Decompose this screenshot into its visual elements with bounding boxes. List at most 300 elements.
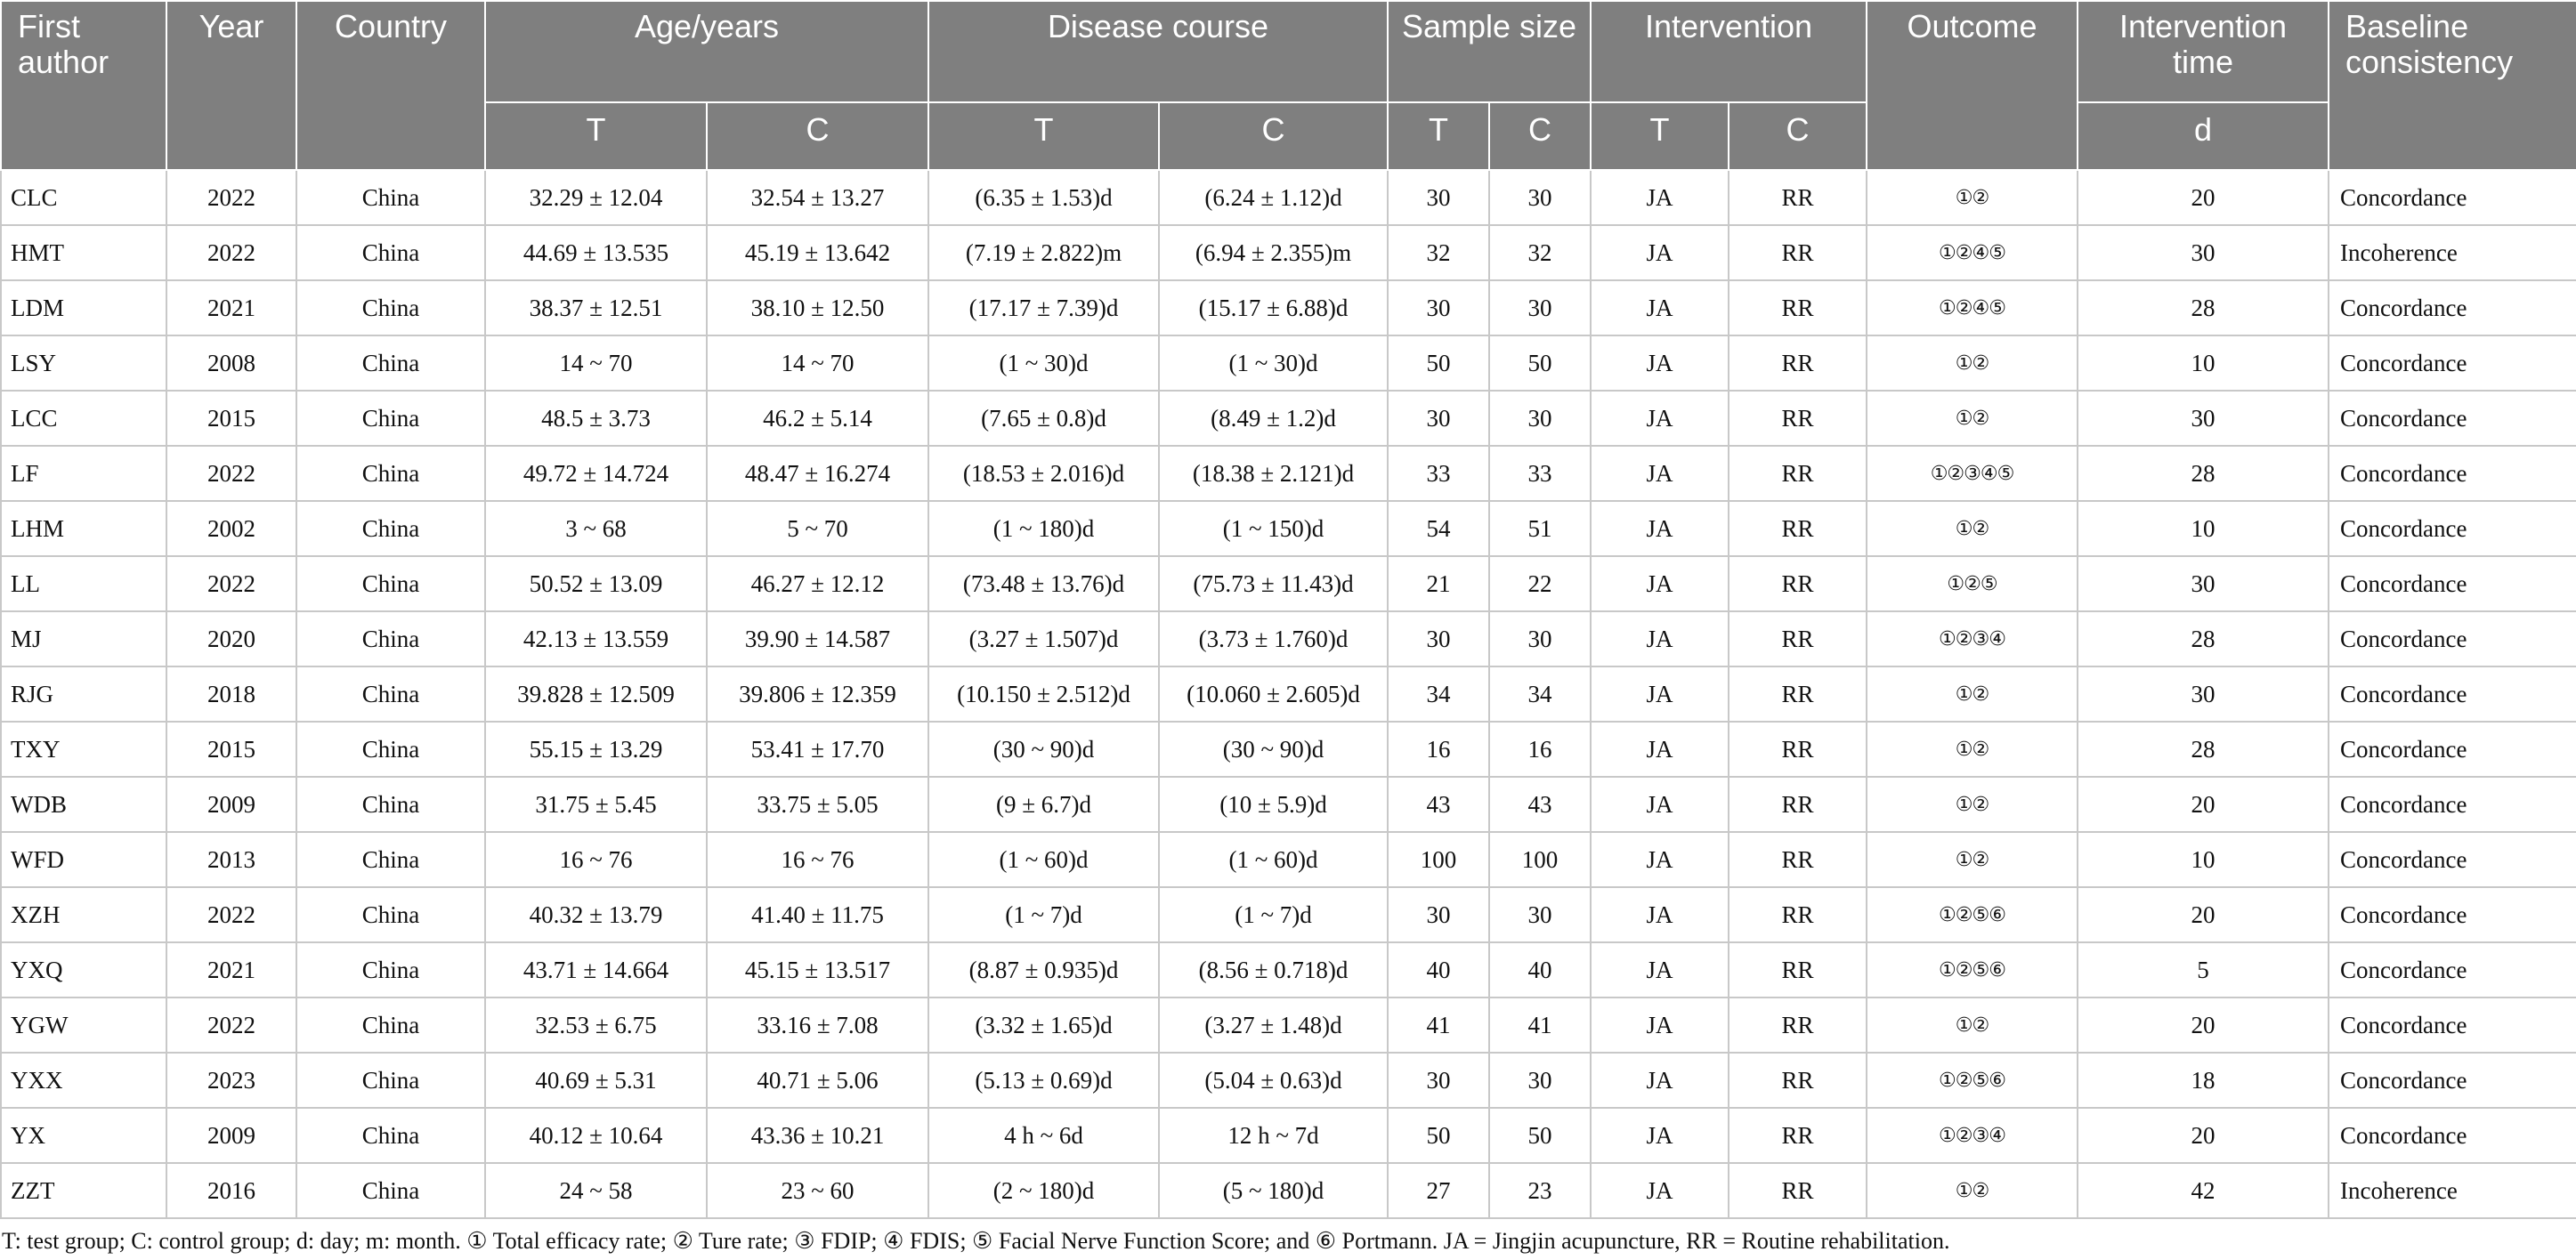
- header-year: Year: [166, 1, 296, 170]
- baseline-consistency-cell: Concordance: [2329, 1108, 2576, 1163]
- outcome-cell: ①②③④: [1867, 611, 2078, 666]
- header-outcome: Outcome: [1867, 1, 2078, 170]
- table-row: [1, 170, 2576, 225]
- country-cell: China: [296, 832, 485, 887]
- baseline-consistency-cell: Concordance: [2329, 887, 2576, 942]
- course-t-cell: (3.32 ± 1.65)d: [928, 998, 1159, 1053]
- table-row: [1, 335, 2576, 391]
- age-t-cell: 44.69 ± 13.535: [485, 225, 707, 280]
- table-row: [1, 556, 2576, 611]
- first-author-cell: LHM: [1, 501, 166, 556]
- header-baseline-consistency: Baseline consistency: [2329, 1, 2576, 170]
- first-author-cell: LCC: [1, 391, 166, 446]
- course-c-cell: (1 ~ 150)d: [1159, 501, 1388, 556]
- intervention-t-cell: JA: [1591, 446, 1729, 501]
- sample-c-cell: 33: [1489, 446, 1591, 501]
- table-row: [1, 225, 2576, 280]
- age-c-cell: 33.16 ± 7.08: [707, 998, 928, 1053]
- first-author-cell: RJG: [1, 666, 166, 722]
- intervention-c-cell: RR: [1729, 556, 1867, 611]
- sample-t-cell: 27: [1388, 1163, 1489, 1218]
- header-course-t: T: [928, 102, 1159, 170]
- sample-c-cell: 30: [1489, 611, 1591, 666]
- intervention-c-cell: RR: [1729, 942, 1867, 998]
- year-cell: 2022: [166, 225, 296, 280]
- year-cell: 2022: [166, 556, 296, 611]
- intervention-time-cell: 18: [2078, 1053, 2329, 1108]
- sample-t-cell: 43: [1388, 777, 1489, 832]
- age-c-cell: 38.10 ± 12.50: [707, 280, 928, 335]
- baseline-consistency-cell: Concordance: [2329, 556, 2576, 611]
- outcome-cell: ①②: [1867, 998, 2078, 1053]
- course-c-cell: (5.04 ± 0.63)d: [1159, 1053, 1388, 1108]
- intervention-time-cell: 20: [2078, 777, 2329, 832]
- year-cell: 2022: [166, 998, 296, 1053]
- baseline-consistency-cell: Concordance: [2329, 501, 2576, 556]
- table-footnote: T: test group; C: control group; d: day; m: month. ① Total efficacy rate; ② Ture rate; ③ FDIP; ④ FDIS; ⑤ Facial Nerve Function Score; and ⑥ Portmann. JA = Jingjin acupuncture, RR = Routine rehabilitation.: [2, 1228, 1950, 1254]
- course-t-cell: (1 ~ 30)d: [928, 335, 1159, 391]
- course-c-cell: (6.24 ± 1.12)d: [1159, 170, 1388, 225]
- outcome-cell: ①②④⑤: [1867, 280, 2078, 335]
- baseline-consistency-cell: Concordance: [2329, 611, 2576, 666]
- country-cell: China: [296, 998, 485, 1053]
- sample-c-cell: 30: [1489, 170, 1591, 225]
- header-sample-size: Sample size: [1388, 1, 1591, 102]
- age-t-cell: 48.5 ± 3.73: [485, 391, 707, 446]
- baseline-consistency-cell: Concordance: [2329, 446, 2576, 501]
- course-t-cell: (7.19 ± 2.822)m: [928, 225, 1159, 280]
- course-t-cell: (1 ~ 180)d: [928, 501, 1159, 556]
- intervention-t-cell: JA: [1591, 942, 1729, 998]
- age-t-cell: 40.69 ± 5.31: [485, 1053, 707, 1108]
- intervention-t-cell: JA: [1591, 777, 1729, 832]
- year-cell: 2009: [166, 777, 296, 832]
- country-cell: China: [296, 722, 485, 777]
- table-row: [1, 446, 2576, 501]
- age-t-cell: 40.32 ± 13.79: [485, 887, 707, 942]
- course-c-cell: (3.73 ± 1.760)d: [1159, 611, 1388, 666]
- outcome-cell: ①②④⑤: [1867, 225, 2078, 280]
- age-t-cell: 32.53 ± 6.75: [485, 998, 707, 1053]
- intervention-time-cell: 20: [2078, 887, 2329, 942]
- table-row: [1, 280, 2576, 335]
- sample-c-cell: 30: [1489, 391, 1591, 446]
- country-cell: China: [296, 446, 485, 501]
- sample-c-cell: 100: [1489, 832, 1591, 887]
- outcome-cell: ①②: [1867, 391, 2078, 446]
- intervention-time-cell: 30: [2078, 666, 2329, 722]
- year-cell: 2023: [166, 1053, 296, 1108]
- course-t-cell: (9 ± 6.7)d: [928, 777, 1159, 832]
- year-cell: 2022: [166, 170, 296, 225]
- intervention-c-cell: RR: [1729, 777, 1867, 832]
- age-t-cell: 3 ~ 68: [485, 501, 707, 556]
- course-c-cell: (3.27 ± 1.48)d: [1159, 998, 1388, 1053]
- year-cell: 2018: [166, 666, 296, 722]
- country-cell: China: [296, 556, 485, 611]
- intervention-time-cell: 30: [2078, 225, 2329, 280]
- country-cell: China: [296, 777, 485, 832]
- country-cell: China: [296, 666, 485, 722]
- age-c-cell: 46.27 ± 12.12: [707, 556, 928, 611]
- table-row: [1, 501, 2576, 556]
- country-cell: China: [296, 1163, 485, 1218]
- sample-c-cell: 22: [1489, 556, 1591, 611]
- intervention-time-cell: 5: [2078, 942, 2329, 998]
- baseline-consistency-cell: Concordance: [2329, 722, 2576, 777]
- sample-c-cell: 16: [1489, 722, 1591, 777]
- intervention-time-cell: 28: [2078, 722, 2329, 777]
- intervention-t-cell: JA: [1591, 225, 1729, 280]
- intervention-c-cell: RR: [1729, 832, 1867, 887]
- sample-t-cell: 54: [1388, 501, 1489, 556]
- country-cell: China: [296, 225, 485, 280]
- outcome-cell: ①②⑤⑥: [1867, 887, 2078, 942]
- table-row: [1, 1163, 2576, 1218]
- sample-c-cell: 23: [1489, 1163, 1591, 1218]
- first-author-cell: YGW: [1, 998, 166, 1053]
- course-t-cell: 4 h ~ 6d: [928, 1108, 1159, 1163]
- intervention-t-cell: JA: [1591, 280, 1729, 335]
- age-c-cell: 40.71 ± 5.06: [707, 1053, 928, 1108]
- sample-t-cell: 34: [1388, 666, 1489, 722]
- age-t-cell: 38.37 ± 12.51: [485, 280, 707, 335]
- intervention-time-cell: 20: [2078, 1108, 2329, 1163]
- course-c-cell: (10.060 ± 2.605)d: [1159, 666, 1388, 722]
- country-cell: China: [296, 501, 485, 556]
- age-t-cell: 14 ~ 70: [485, 335, 707, 391]
- table-row: [1, 942, 2576, 998]
- year-cell: 2009: [166, 1108, 296, 1163]
- baseline-consistency-cell: Concordance: [2329, 1053, 2576, 1108]
- year-cell: 2015: [166, 391, 296, 446]
- sample-c-cell: 30: [1489, 887, 1591, 942]
- intervention-c-cell: RR: [1729, 1163, 1867, 1218]
- age-c-cell: 33.75 ± 5.05: [707, 777, 928, 832]
- course-t-cell: (17.17 ± 7.39)d: [928, 280, 1159, 335]
- age-t-cell: 39.828 ± 12.509: [485, 666, 707, 722]
- year-cell: 2015: [166, 722, 296, 777]
- table-row: [1, 722, 2576, 777]
- intervention-t-cell: JA: [1591, 556, 1729, 611]
- header-first-author: First author: [1, 1, 166, 170]
- intervention-c-cell: RR: [1729, 1053, 1867, 1108]
- age-t-cell: 55.15 ± 13.29: [485, 722, 707, 777]
- age-t-cell: 32.29 ± 12.04: [485, 170, 707, 225]
- intervention-c-cell: RR: [1729, 501, 1867, 556]
- course-c-cell: (1 ~ 7)d: [1159, 887, 1388, 942]
- age-t-cell: 43.71 ± 14.664: [485, 942, 707, 998]
- course-c-cell: (6.94 ± 2.355)m: [1159, 225, 1388, 280]
- header-intervention-t: T: [1591, 102, 1729, 170]
- first-author-cell: LF: [1, 446, 166, 501]
- country-cell: China: [296, 611, 485, 666]
- baseline-consistency-cell: Concordance: [2329, 777, 2576, 832]
- course-c-cell: (10 ± 5.9)d: [1159, 777, 1388, 832]
- country-cell: China: [296, 170, 485, 225]
- course-t-cell: (1 ~ 7)d: [928, 887, 1159, 942]
- intervention-c-cell: RR: [1729, 722, 1867, 777]
- outcome-cell: ①②: [1867, 335, 2078, 391]
- sample-t-cell: 21: [1388, 556, 1489, 611]
- first-author-cell: HMT: [1, 225, 166, 280]
- baseline-consistency-cell: Concordance: [2329, 280, 2576, 335]
- age-c-cell: 53.41 ± 17.70: [707, 722, 928, 777]
- course-t-cell: (1 ~ 60)d: [928, 832, 1159, 887]
- table-row: [1, 832, 2576, 887]
- first-author-cell: LSY: [1, 335, 166, 391]
- course-c-cell: (75.73 ± 11.43)d: [1159, 556, 1388, 611]
- baseline-consistency-cell: Concordance: [2329, 666, 2576, 722]
- course-t-cell: (18.53 ± 2.016)d: [928, 446, 1159, 501]
- intervention-t-cell: JA: [1591, 170, 1729, 225]
- age-c-cell: 14 ~ 70: [707, 335, 928, 391]
- intervention-time-cell: 30: [2078, 391, 2329, 446]
- baseline-consistency-cell: Incoherence: [2329, 1163, 2576, 1218]
- table-row: [1, 666, 2576, 722]
- year-cell: 2013: [166, 832, 296, 887]
- intervention-t-cell: JA: [1591, 391, 1729, 446]
- first-author-cell: YXX: [1, 1053, 166, 1108]
- intervention-t-cell: JA: [1591, 998, 1729, 1053]
- first-author-cell: YXQ: [1, 942, 166, 998]
- outcome-cell: ①②③④⑤: [1867, 446, 2078, 501]
- header-sample-c: C: [1489, 102, 1591, 170]
- intervention-t-cell: JA: [1591, 722, 1729, 777]
- outcome-cell: ①②⑤⑥: [1867, 942, 2078, 998]
- header-intervention: Intervention: [1591, 1, 1867, 102]
- intervention-t-cell: JA: [1591, 887, 1729, 942]
- baseline-consistency-cell: Concordance: [2329, 942, 2576, 998]
- course-t-cell: (10.150 ± 2.512)d: [928, 666, 1159, 722]
- intervention-c-cell: RR: [1729, 1108, 1867, 1163]
- age-c-cell: 48.47 ± 16.274: [707, 446, 928, 501]
- sample-c-cell: 50: [1489, 1108, 1591, 1163]
- first-author-cell: LDM: [1, 280, 166, 335]
- year-cell: 2021: [166, 280, 296, 335]
- intervention-time-cell: 28: [2078, 446, 2329, 501]
- header-disease-course: Disease course: [928, 1, 1388, 102]
- age-t-cell: 50.52 ± 13.09: [485, 556, 707, 611]
- baseline-consistency-cell: Concordance: [2329, 170, 2576, 225]
- baseline-consistency-cell: Incoherence: [2329, 225, 2576, 280]
- age-t-cell: 49.72 ± 14.724: [485, 446, 707, 501]
- course-c-cell: (18.38 ± 2.121)d: [1159, 446, 1388, 501]
- intervention-time-cell: 10: [2078, 335, 2329, 391]
- sample-t-cell: 30: [1388, 887, 1489, 942]
- age-c-cell: 39.90 ± 14.587: [707, 611, 928, 666]
- table-body: [1, 170, 2576, 1218]
- outcome-cell: ①②: [1867, 170, 2078, 225]
- intervention-time-cell: 28: [2078, 280, 2329, 335]
- intervention-c-cell: RR: [1729, 391, 1867, 446]
- year-cell: 2020: [166, 611, 296, 666]
- intervention-c-cell: RR: [1729, 225, 1867, 280]
- sample-c-cell: 32: [1489, 225, 1591, 280]
- header-sample-t: T: [1388, 102, 1489, 170]
- country-cell: China: [296, 280, 485, 335]
- sample-c-cell: 34: [1489, 666, 1591, 722]
- baseline-consistency-cell: Concordance: [2329, 998, 2576, 1053]
- first-author-cell: TXY: [1, 722, 166, 777]
- sample-t-cell: 50: [1388, 335, 1489, 391]
- outcome-cell: ①②: [1867, 722, 2078, 777]
- outcome-cell: ①②: [1867, 832, 2078, 887]
- country-cell: China: [296, 1108, 485, 1163]
- sample-t-cell: 100: [1388, 832, 1489, 887]
- course-c-cell: (8.56 ± 0.718)d: [1159, 942, 1388, 998]
- table-row: [1, 998, 2576, 1053]
- age-t-cell: 42.13 ± 13.559: [485, 611, 707, 666]
- table-row: [1, 1053, 2576, 1108]
- country-cell: China: [296, 1053, 485, 1108]
- sample-c-cell: 41: [1489, 998, 1591, 1053]
- intervention-t-cell: JA: [1591, 832, 1729, 887]
- course-c-cell: (1 ~ 60)d: [1159, 832, 1388, 887]
- intervention-t-cell: JA: [1591, 1053, 1729, 1108]
- first-author-cell: WFD: [1, 832, 166, 887]
- year-cell: 2002: [166, 501, 296, 556]
- header-age: Age/years: [485, 1, 928, 102]
- country-cell: China: [296, 942, 485, 998]
- country-cell: China: [296, 335, 485, 391]
- age-c-cell: 45.19 ± 13.642: [707, 225, 928, 280]
- outcome-cell: ①②⑤⑥: [1867, 1053, 2078, 1108]
- sample-t-cell: 32: [1388, 225, 1489, 280]
- sample-t-cell: 33: [1388, 446, 1489, 501]
- intervention-time-cell: 30: [2078, 556, 2329, 611]
- intervention-time-cell: 20: [2078, 170, 2329, 225]
- intervention-t-cell: JA: [1591, 1108, 1729, 1163]
- intervention-t-cell: JA: [1591, 335, 1729, 391]
- year-cell: 2022: [166, 887, 296, 942]
- course-t-cell: (2 ~ 180)d: [928, 1163, 1159, 1218]
- age-c-cell: 43.36 ± 10.21: [707, 1108, 928, 1163]
- header-age-t: T: [485, 102, 707, 170]
- sample-t-cell: 50: [1388, 1108, 1489, 1163]
- intervention-t-cell: JA: [1591, 1163, 1729, 1218]
- course-c-cell: (1 ~ 30)d: [1159, 335, 1388, 391]
- course-c-cell: 12 h ~ 7d: [1159, 1108, 1388, 1163]
- intervention-time-cell: 10: [2078, 832, 2329, 887]
- first-author-cell: CLC: [1, 170, 166, 225]
- first-author-cell: XZH: [1, 887, 166, 942]
- header-course-c: C: [1159, 102, 1388, 170]
- country-cell: China: [296, 887, 485, 942]
- outcome-cell: ①②: [1867, 777, 2078, 832]
- outcome-cell: ①②: [1867, 1163, 2078, 1218]
- sample-t-cell: 16: [1388, 722, 1489, 777]
- sample-t-cell: 30: [1388, 391, 1489, 446]
- table-row: [1, 777, 2576, 832]
- intervention-t-cell: JA: [1591, 611, 1729, 666]
- sample-c-cell: 30: [1489, 1053, 1591, 1108]
- intervention-c-cell: RR: [1729, 170, 1867, 225]
- table-row: [1, 391, 2576, 446]
- outcome-cell: ①②⑤: [1867, 556, 2078, 611]
- header-intervention-c: C: [1729, 102, 1867, 170]
- sample-c-cell: 30: [1489, 280, 1591, 335]
- age-c-cell: 41.40 ± 11.75: [707, 887, 928, 942]
- age-c-cell: 32.54 ± 13.27: [707, 170, 928, 225]
- course-t-cell: (3.27 ± 1.507)d: [928, 611, 1159, 666]
- first-author-cell: WDB: [1, 777, 166, 832]
- course-c-cell: (15.17 ± 6.88)d: [1159, 280, 1388, 335]
- first-author-cell: MJ: [1, 611, 166, 666]
- header-age-c: C: [707, 102, 928, 170]
- sample-t-cell: 30: [1388, 280, 1489, 335]
- age-t-cell: 24 ~ 58: [485, 1163, 707, 1218]
- baseline-consistency-cell: Concordance: [2329, 832, 2576, 887]
- sample-t-cell: 30: [1388, 1053, 1489, 1108]
- first-author-cell: ZZT: [1, 1163, 166, 1218]
- age-c-cell: 45.15 ± 13.517: [707, 942, 928, 998]
- sample-c-cell: 50: [1489, 335, 1591, 391]
- intervention-time-cell: 10: [2078, 501, 2329, 556]
- year-cell: 2016: [166, 1163, 296, 1218]
- year-cell: 2021: [166, 942, 296, 998]
- intervention-c-cell: RR: [1729, 666, 1867, 722]
- outcome-cell: ①②③④: [1867, 1108, 2078, 1163]
- course-t-cell: (73.48 ± 13.76)d: [928, 556, 1159, 611]
- intervention-c-cell: RR: [1729, 887, 1867, 942]
- age-c-cell: 23 ~ 60: [707, 1163, 928, 1218]
- intervention-c-cell: RR: [1729, 998, 1867, 1053]
- age-c-cell: 16 ~ 76: [707, 832, 928, 887]
- header-intervention-time: Intervention time: [2078, 1, 2329, 102]
- course-c-cell: (30 ~ 90)d: [1159, 722, 1388, 777]
- sample-t-cell: 30: [1388, 170, 1489, 225]
- country-cell: China: [296, 391, 485, 446]
- course-t-cell: (30 ~ 90)d: [928, 722, 1159, 777]
- table-row: [1, 887, 2576, 942]
- header-country: Country: [296, 1, 485, 170]
- sample-t-cell: 40: [1388, 942, 1489, 998]
- intervention-c-cell: RR: [1729, 335, 1867, 391]
- course-t-cell: (5.13 ± 0.69)d: [928, 1053, 1159, 1108]
- intervention-c-cell: RR: [1729, 280, 1867, 335]
- sample-c-cell: 43: [1489, 777, 1591, 832]
- course-t-cell: (6.35 ± 1.53)d: [928, 170, 1159, 225]
- age-t-cell: 31.75 ± 5.45: [485, 777, 707, 832]
- age-c-cell: 5 ~ 70: [707, 501, 928, 556]
- course-t-cell: (7.65 ± 0.8)d: [928, 391, 1159, 446]
- sample-c-cell: 40: [1489, 942, 1591, 998]
- sample-t-cell: 41: [1388, 998, 1489, 1053]
- intervention-time-cell: 20: [2078, 998, 2329, 1053]
- intervention-c-cell: RR: [1729, 611, 1867, 666]
- first-author-cell: YX: [1, 1108, 166, 1163]
- intervention-c-cell: RR: [1729, 446, 1867, 501]
- table-header: [1, 1, 2576, 170]
- age-c-cell: 39.806 ± 12.359: [707, 666, 928, 722]
- course-t-cell: (8.87 ± 0.935)d: [928, 942, 1159, 998]
- sample-c-cell: 51: [1489, 501, 1591, 556]
- baseline-consistency-cell: Concordance: [2329, 391, 2576, 446]
- intervention-t-cell: JA: [1591, 666, 1729, 722]
- age-c-cell: 46.2 ± 5.14: [707, 391, 928, 446]
- sample-t-cell: 30: [1388, 611, 1489, 666]
- table-row: [1, 1108, 2576, 1163]
- intervention-t-cell: JA: [1591, 501, 1729, 556]
- first-author-cell: LL: [1, 556, 166, 611]
- outcome-cell: ①②: [1867, 501, 2078, 556]
- header-intervention-time-unit: d: [2078, 102, 2329, 170]
- table-row: [1, 611, 2576, 666]
- course-c-cell: (8.49 ± 1.2)d: [1159, 391, 1388, 446]
- course-c-cell: (5 ~ 180)d: [1159, 1163, 1388, 1218]
- age-t-cell: 16 ~ 76: [485, 832, 707, 887]
